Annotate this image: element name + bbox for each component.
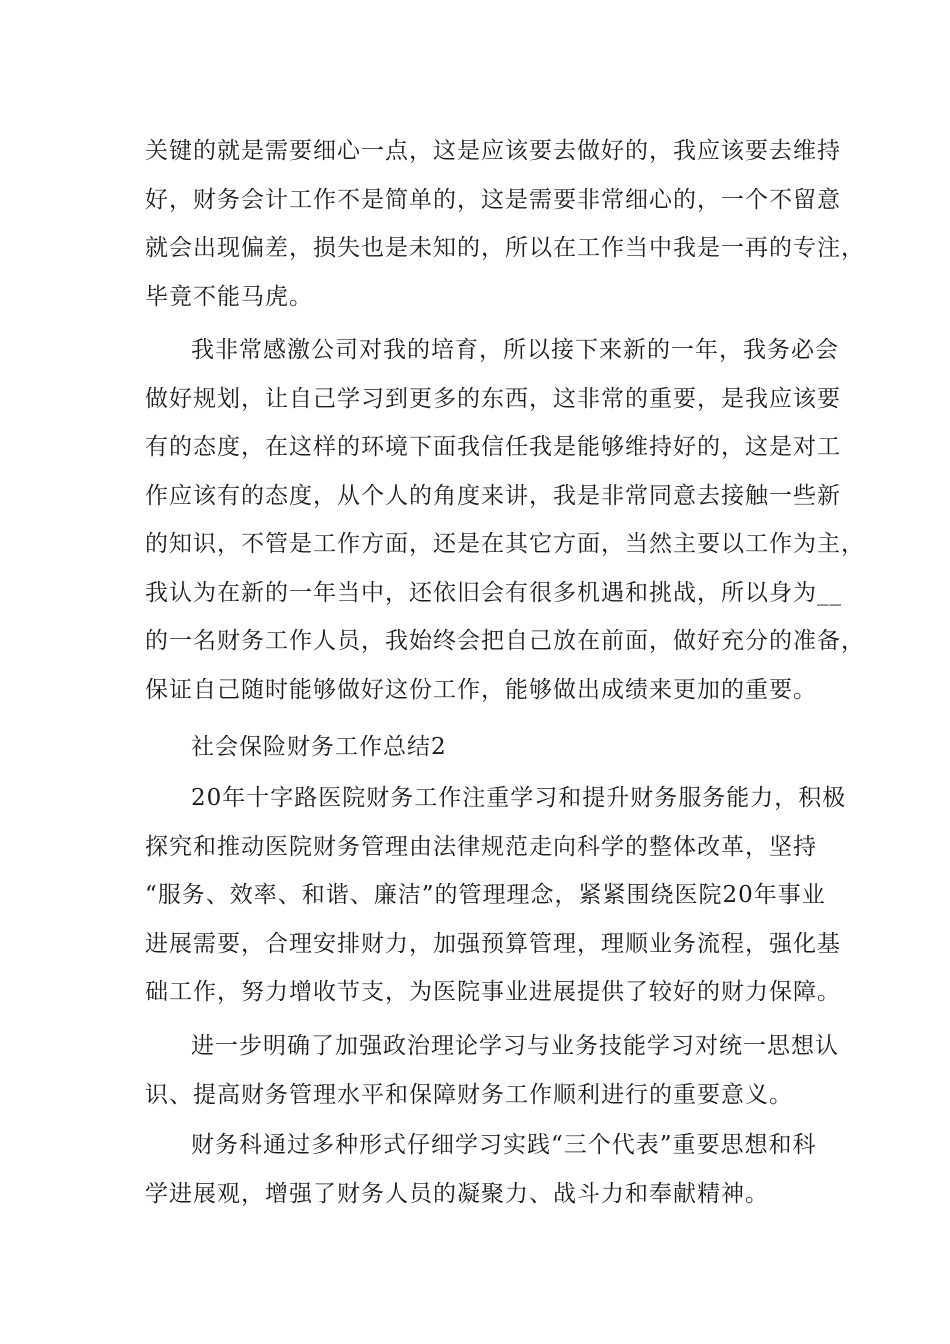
text-line: 的知识，不管是工作方面，还是在其它方面，当然主要以工作为主，: [145, 531, 865, 557]
paragraph-2: [145, 326, 865, 714]
text-line: 学进展观，增强了财务人员的凝聚力、战斗力和奉献精神。: [145, 1180, 769, 1207]
text-line: 作应该有的态度，从个人的角度来讲，我是非常同意去接触一些新: [145, 482, 841, 509]
text-line: 毕竟不能马虎。: [145, 283, 313, 310]
text-line: 20年十字路医院财务工作注重学习和提升财务服务能力，积极: [191, 785, 847, 811]
text-line: 就会出现偏差，损失也是未知的，所以在工作当中我是一再的专注，: [145, 235, 865, 261]
text-line: 我认为在新的一年当中，还依旧会有很多机遇和挑战，所以身为__: [145, 579, 842, 606]
paragraph-4: [145, 1022, 839, 1119]
text-line: 的一名财务工作人员，我始终会把自己放在前面，做好充分的准备，: [145, 628, 865, 654]
text-line: 进展需要，合理安排财力，加强预算管理，理顺业务流程，强化基: [145, 930, 841, 957]
text-line: 探究和推动医院财务管理由法律规范走向科学的整体改革，坚持: [145, 833, 817, 860]
section-heading-block: [145, 723, 825, 772]
paragraph-3: [145, 774, 847, 1017]
text-line: 识、提高财务管理水平和保障财务工作顺利进行的重要意义。: [145, 1081, 793, 1108]
text-line: 保证自己随时能够做好这份工作，能够做出成绩来更加的重要。: [145, 676, 817, 703]
text-line: 好，财务会计工作不是简单的，这是需要非常细心的，一个不留意: [145, 186, 841, 213]
text-line: 有的态度，在这样的环境下面我信任我是能够维持好的，这是对工: [145, 434, 841, 460]
paragraph-5: [145, 1121, 825, 1218]
section-heading: 社会保险财务工作总结2: [191, 734, 447, 760]
text-line: 财务科通过多种形式仔细学习实践“三个代表”重要思想和科: [191, 1132, 817, 1158]
paragraph-1: [145, 127, 865, 321]
text-line: 进一步明确了加强政治理论学习与业务技能学习对统一思想认: [191, 1033, 839, 1059]
text-line: 我非常感激公司对我的培育，所以接下来新的一年，我务必会: [191, 337, 839, 363]
text-line: 做好规划，让自己学习到更多的东西，这非常的重要，是我应该要: [145, 385, 841, 412]
text-line: 础工作，努力增收节支，为医院事业进展提供了较好的财力保障。: [145, 979, 841, 1005]
text-line: “服务、效率、和谐、廉洁”的管理理念，紧紧围绕医院20年事业: [145, 882, 826, 908]
text-line: 关键的就是需要细心一点，这是应该要去做好的，我应该要去维持: [145, 138, 841, 164]
